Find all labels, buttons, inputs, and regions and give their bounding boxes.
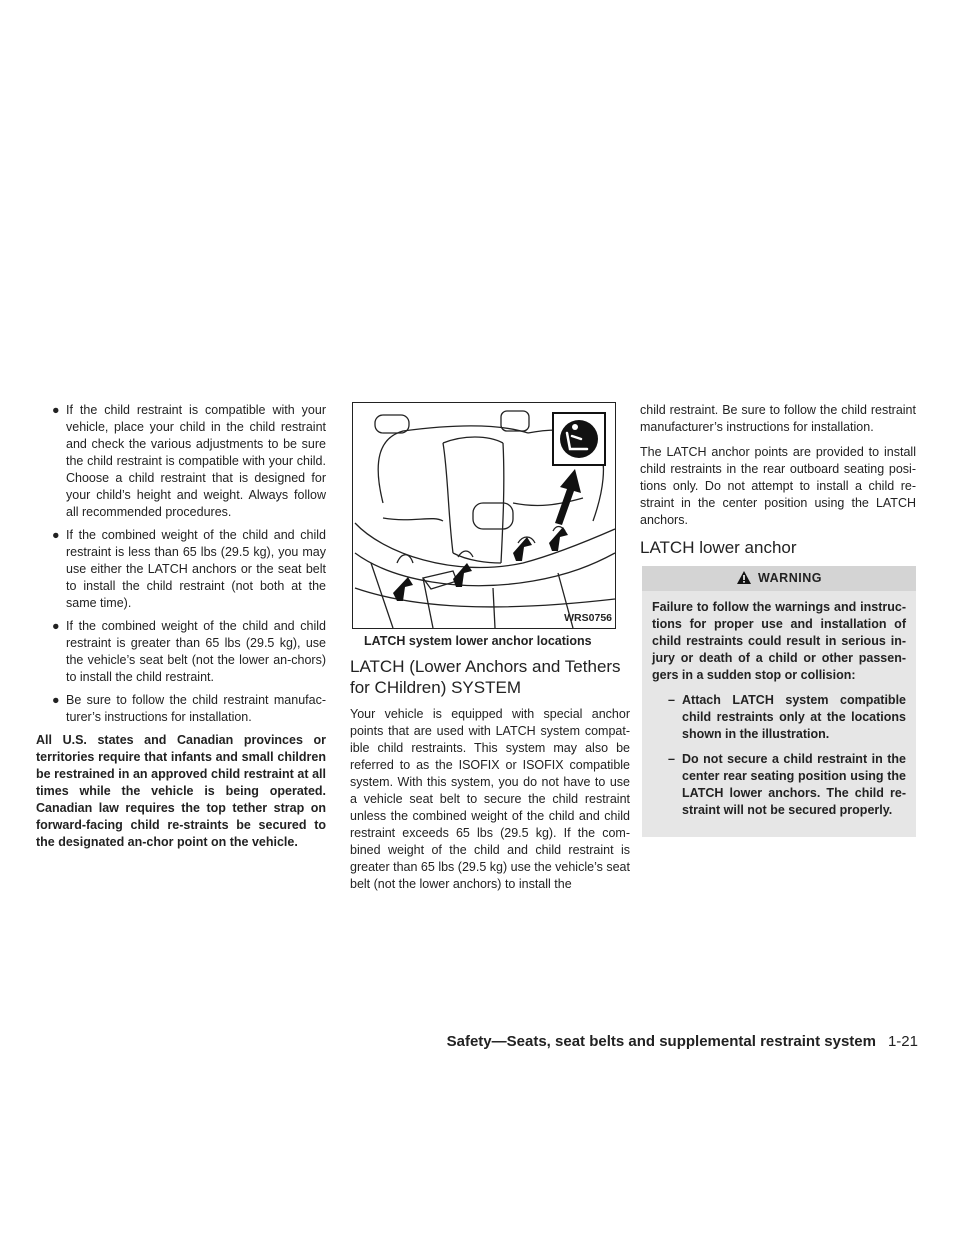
bullet-item bbox=[36, 402, 326, 521]
section-heading: LATCH (Lower Anchors and Tethers for CHildren) SYSTEM bbox=[350, 657, 621, 697]
warning-header bbox=[642, 566, 916, 591]
left-column bbox=[36, 402, 326, 851]
bullet-item bbox=[36, 527, 326, 612]
warning-text: Failure to follow the warnings and instruc-tions for proper use and installation of child restraints could result in serious in-jury or death of a child or other passen-gers in a sudden stop or collision: bbox=[652, 600, 906, 682]
anchor-points-paragraph: The LATCH anchor points are provided to install child restraints in the rear outboard seating posi-tions only. Do not attempt to install a child re-straint in the center position using the LATCH anchors. bbox=[640, 445, 916, 527]
latch-anchor-illustration bbox=[352, 402, 616, 629]
bullet-text: Be sure to follow the child restraint manufac-turer’s instructions for installation. bbox=[66, 693, 326, 724]
figure-caption: LATCH system lower anchor locations bbox=[364, 634, 592, 648]
subsection-heading: LATCH lower anchor bbox=[640, 538, 797, 557]
bullet-symbol: ● bbox=[52, 619, 60, 633]
bullet-text: If the combined weight of the child and child restraint is less than 65 lbs (29.5 kg), you may use either the LATCH anchors or the seat belt to install the child restraint (not both at the same time). bbox=[66, 528, 326, 610]
warning-item-text: Do not secure a child restraint in the center rear seating position using the LATCH lower anchors. The child re-straint will not be secured properly. bbox=[682, 752, 906, 817]
bullet-symbol: ● bbox=[52, 693, 60, 707]
legal-requirement-paragraph: All U.S. states and Canadian provinces or territories require that infants and small children be restrained in an approved child restraint at all times while the vehicle is being operated. Canadian law requires the top tether strap on forward-facing child re-straints be secured to the designated an-chor point on the vehicle. bbox=[36, 733, 326, 849]
warning-title: WARNING bbox=[758, 571, 822, 585]
page-footer bbox=[447, 1033, 918, 1050]
middle-column bbox=[350, 402, 630, 901]
page-number: 1-21 bbox=[887, 1033, 918, 1050]
warning-list-item bbox=[652, 692, 906, 743]
bullet-symbol: ● bbox=[52, 403, 60, 417]
dash-symbol: – bbox=[668, 693, 675, 707]
bullet-text: If the child restraint is compatible with your vehicle, place your child in the child restraint and check the various adjustments to be sure the child restraint is compatible with your child. Choose a child restraint that is designed for your child’s height and weight. Always follow all recommended procedures. bbox=[66, 403, 326, 519]
continued-paragraph: child restraint. Be sure to follow the child restraint manufacturer’s instructions for installation. bbox=[640, 403, 916, 434]
dash-symbol: – bbox=[668, 752, 675, 766]
bullet-item bbox=[36, 692, 326, 726]
latch-intro-paragraph: Your vehicle is equipped with special anchor points that are used with LATCH system compat-ible child restraints. This system may also be referred to as the ISOFIX or ISOFIX compatible system. With this system, you do not have to use a vehicle seat belt to secure the child restraint unless the combined weight of the child and child restraint exceeds 65 lbs (29.5 kg). If the com-bined weight of the child and child restraint is greater than 65 lbs (29.5 kg) use the vehicle’s seat belt (not the lower anchors) to install the bbox=[350, 707, 630, 891]
warning-item-text: Attach LATCH system compatible child restraints only at the locations shown in the illustration. bbox=[682, 693, 906, 741]
right-column bbox=[640, 402, 916, 837]
child-seat-latch-symbol-icon bbox=[553, 413, 605, 465]
bullet-symbol: ● bbox=[52, 528, 60, 542]
bullet-item bbox=[36, 618, 326, 686]
figure-code: WRS0756 bbox=[564, 612, 612, 624]
warning-triangle-icon bbox=[736, 570, 752, 585]
warning-list-item bbox=[652, 751, 906, 819]
chapter-title: Safety—Seats, seat belts and supplemental restraint system bbox=[446, 1033, 876, 1050]
bullet-text: If the combined weight of the child and child restraint is greater than 65 lbs (29.5 kg), use the vehicle’s seat belt (not the lower an-chors) to install the child restraint. bbox=[66, 619, 326, 684]
warning-box bbox=[642, 566, 916, 837]
rear-seat-drawing bbox=[353, 403, 615, 628]
